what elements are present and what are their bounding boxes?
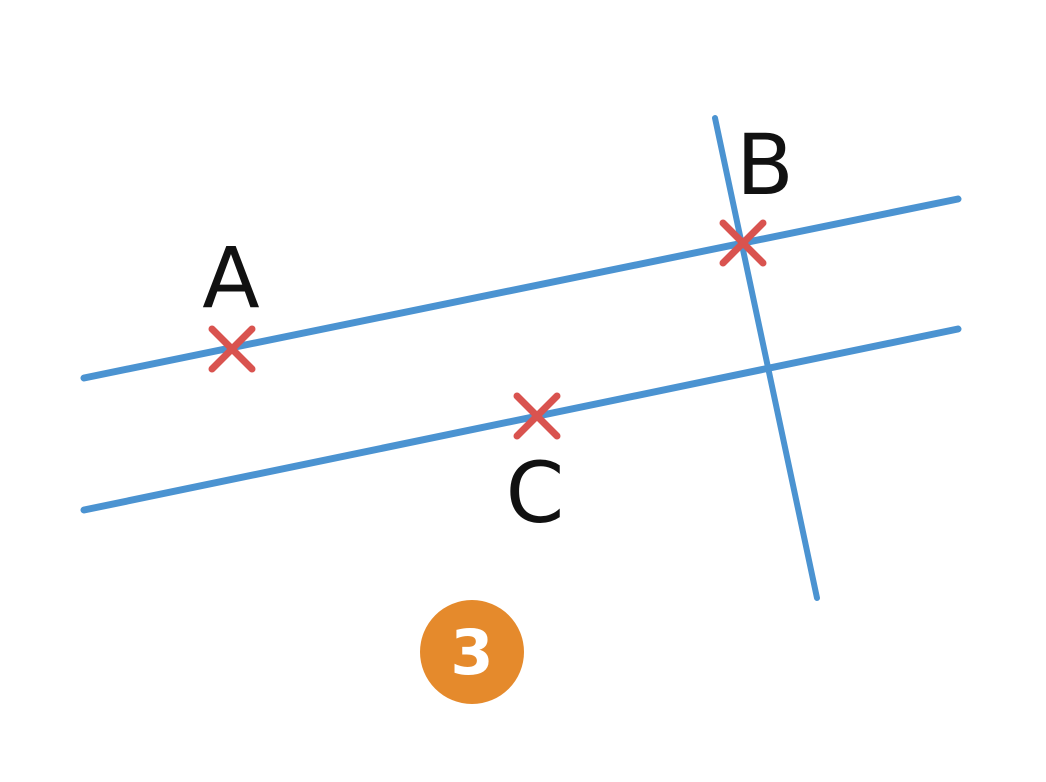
figure-number-badge (420, 600, 524, 704)
badge-number: 3 (450, 616, 494, 689)
point-b-label: B (736, 116, 794, 214)
point-c-label: C (505, 444, 565, 542)
point-a-label: A (202, 229, 260, 327)
